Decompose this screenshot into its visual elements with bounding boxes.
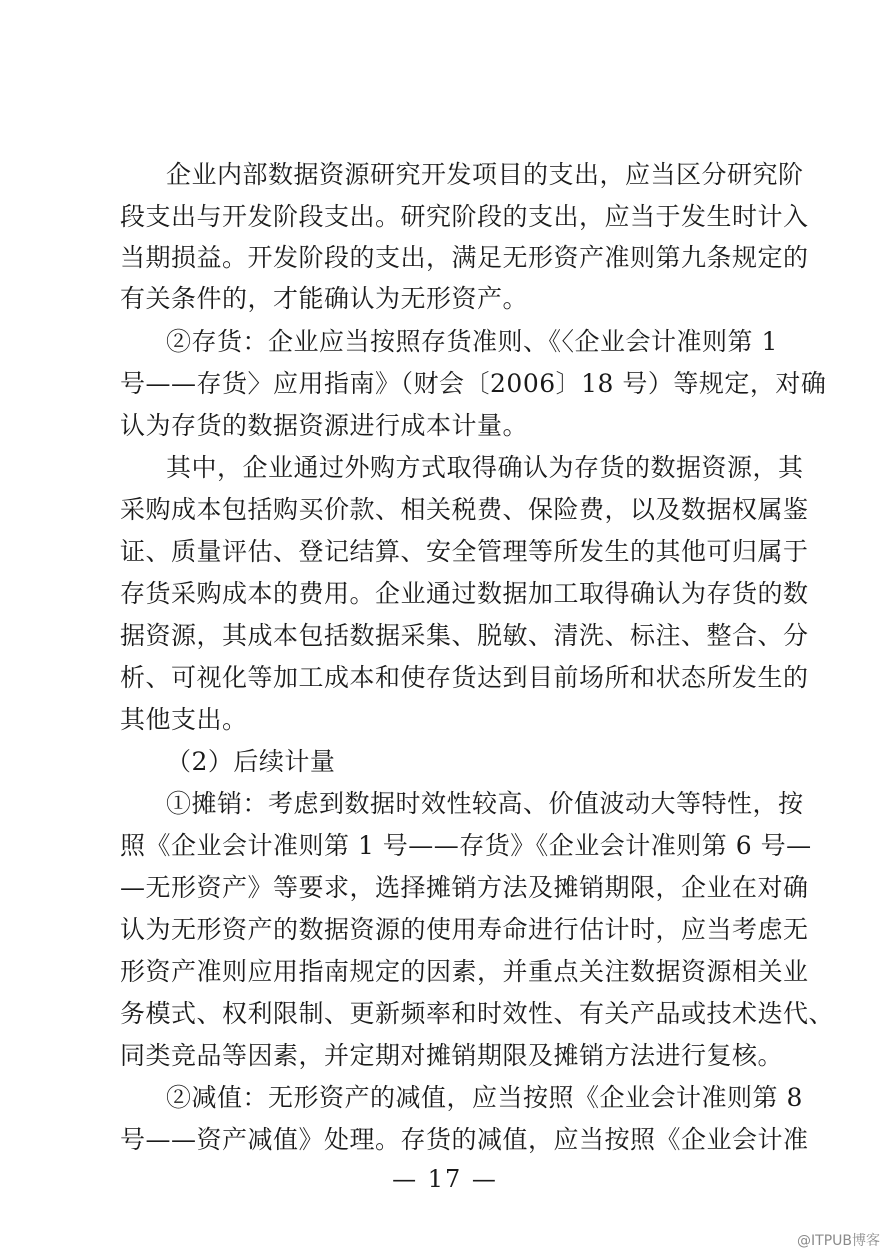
text-line-6: 号——存货〉应用指南》（财会〔2006〕18 号）等规定，对确 [120, 369, 827, 398]
text-line-10: 证、质量评估、登记结算、安全管理等所发生的其他可归属于 [120, 537, 809, 566]
text-line-8: 其中，企业通过外购方式取得确认为存货的数据资源，其 [166, 453, 804, 482]
text-line-14: 其他支出。 [120, 705, 248, 734]
text-line-12: 据资源，其成本包括数据采集、脱敏、清洗、标注、整合、分 [120, 621, 809, 650]
text-line-16: ①摊销：考虑到数据时效性较高、价值波动大等特性，按 [166, 789, 804, 818]
text-line-2: 段支出与开发阶段支出。研究阶段的支出，应当于发生时计入 [120, 202, 809, 231]
text-line-19: 认为无形资产的数据资源的使用寿命进行估计时，应当考虑无 [120, 915, 809, 944]
text-line-4: 有关条件的，才能确认为无形资产。 [120, 284, 529, 313]
text-line-20: 形资产准则应用指南规定的因素，并重点关注数据资源相关业 [120, 957, 809, 986]
text-line-7: 认为存货的数据资源进行成本计量。 [120, 411, 529, 440]
text-line-24: 号——资产减值》处理。存货的减值，应当按照《企业会计准 [120, 1125, 809, 1154]
text-line-5: ②存货：企业应当按照存货准则、《〈企业会计准则第 1 [166, 327, 778, 356]
text-line-13: 析、可视化等加工成本和使存货达到目前场所和状态所发生的 [120, 663, 809, 692]
page-number: — 17 — [392, 1165, 498, 1193]
text-line-23: ②减值：无形资产的减值，应当按照《企业会计准则第 8 [166, 1083, 803, 1112]
text-line-3: 当期损益。开发阶段的支出，满足无形资产准则第九条规定的 [120, 243, 809, 272]
text-line-18: —无形资产》等要求，选择摊销方法及摊销期限，企业在对确 [120, 873, 809, 902]
watermark: @ITPUB博客 [797, 1233, 880, 1249]
text-line-11: 存货采购成本的费用。企业通过数据加工取得确认为存货的数 [120, 579, 809, 608]
text-line-1: 企业内部数据资源研究开发项目的支出，应当区分研究阶 [166, 160, 804, 189]
text-line-22: 同类竞品等因素，并定期对摊销期限及摊销方法进行复核。 [120, 1041, 784, 1070]
section-heading: （2）后续计量 [166, 747, 336, 776]
text-line-17: 照《企业会计准则第 1 号——存货》《企业会计准则第 6 号— [120, 831, 812, 860]
text-line-9: 采购成本包括购买价款、相关税费、保险费，以及数据权属鉴 [120, 495, 809, 524]
text-line-21: 务模式、权利限制、更新频率和时效性、有关产品或技术迭代、 [120, 999, 835, 1028]
